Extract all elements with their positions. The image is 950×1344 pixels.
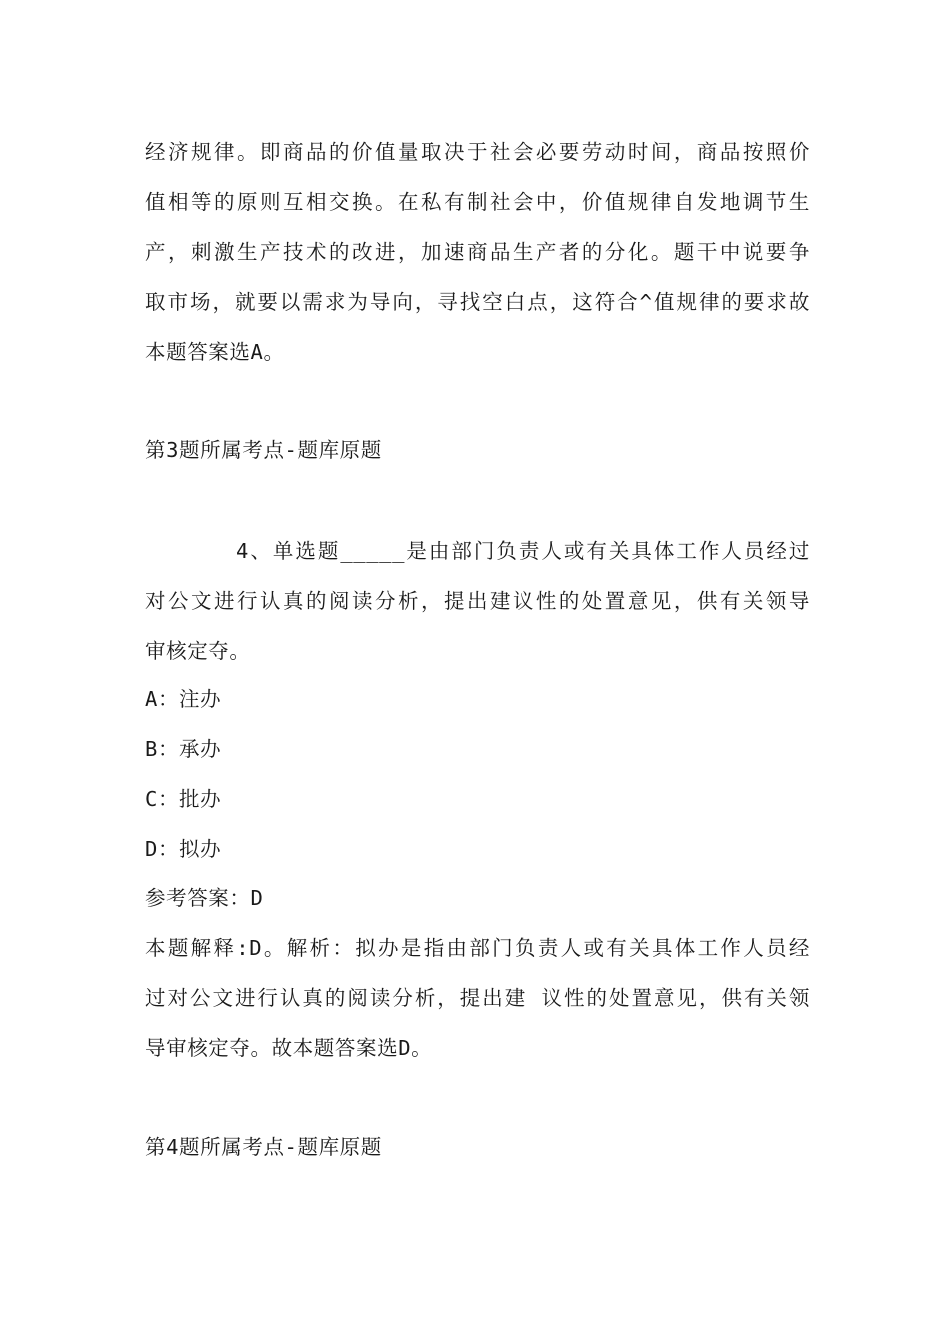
question-stem-line: 4、单选题_____是由部门负责人或有关具体工作人员经过: [236, 539, 810, 563]
explanation-line: 本题答案选A。: [145, 340, 285, 364]
explanation-line: 值相等的原则互相交换。在私有制社会中，价值规律自发地调节生: [145, 190, 810, 214]
answer-explanation-line: 导审核定夺。故本题答案选D。: [145, 1036, 433, 1060]
question-stem-line: 审核定夺。: [145, 639, 251, 663]
reference-answer: 参考答案：D: [145, 886, 264, 910]
option-d: D：拟办: [145, 837, 222, 861]
answer-explanation-line: 本题解释:D。解析：拟办是指由部门负责人或有关具体工作人员经: [145, 936, 810, 960]
option-b: B：承办: [145, 737, 222, 761]
question-point-label: 第4题所属考点-题库原题: [145, 1135, 382, 1159]
question-stem-line: 对公文进行认真的阅读分析，提出建议性的处置意见，供有关领导: [145, 589, 810, 613]
question-point-label: 第3题所属考点-题库原题: [145, 438, 382, 462]
explanation-line: 取市场，就要以需求为导向，寻找空白点，这符合^值规律的要求故: [145, 290, 810, 314]
explanation-line: 经济规律。即商品的价值量取决于社会必要劳动时间，商品按照价: [145, 140, 810, 164]
explanation-line: 产，刺激生产技术的改进，加速商品生产者的分化。题干中说要争: [145, 240, 810, 264]
option-c: C：批办: [145, 787, 222, 811]
option-a: A：注办: [145, 687, 222, 711]
answer-explanation-line: 过对公文进行认真的阅读分析，提出建 议性的处置意见，供有关领: [145, 986, 810, 1010]
